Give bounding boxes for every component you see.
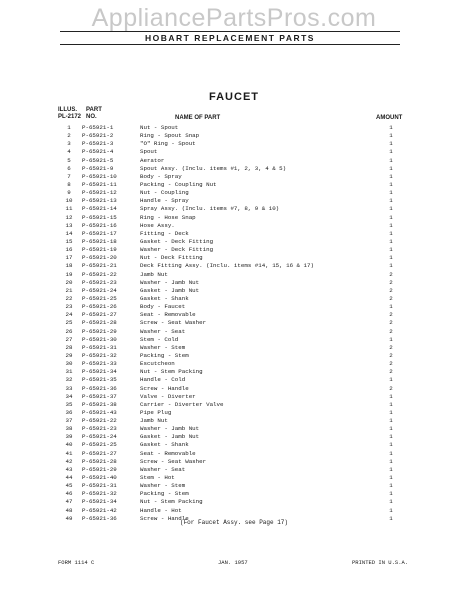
illus-number: 30 — [65, 360, 73, 368]
illus-number: 14 — [65, 229, 73, 237]
part-amount: 1 — [389, 400, 393, 408]
part-number: P-65921-43 — [82, 408, 117, 416]
header-rule-bottom — [60, 44, 400, 45]
table-row — [60, 360, 405, 368]
column-amount-header: AMOUNT — [376, 115, 403, 121]
part-number: P-65921-30 — [82, 335, 117, 343]
illus-number: 15 — [65, 237, 73, 245]
table-row — [60, 507, 405, 515]
illus-number: 32 — [65, 376, 73, 384]
footer-printed: PRINTED IN U.S.A. — [352, 559, 409, 566]
part-name: Carrier - Diverter Valve — [140, 400, 224, 408]
part-amount: 1 — [389, 433, 393, 441]
part-number: P-65921-15 — [82, 213, 117, 221]
part-amount: 1 — [389, 140, 393, 148]
illus-number: 22 — [65, 294, 73, 302]
table-row — [60, 262, 405, 270]
column-name-header: NAME OF PART — [175, 115, 221, 121]
table-row — [60, 328, 405, 336]
part-amount: 1 — [389, 449, 393, 457]
part-name: Packing - Stem — [140, 490, 189, 498]
part-name: Washer - Deck Fitting — [140, 246, 214, 254]
table-row — [60, 311, 405, 319]
header-rule-top — [60, 31, 400, 32]
part-name: Stem - Cold — [140, 335, 179, 343]
part-number: P-65921-23 — [82, 278, 117, 286]
table-row — [60, 246, 405, 254]
column-part-line2: NO. — [86, 114, 97, 120]
table-row — [60, 376, 405, 384]
part-number: P-65921-24 — [82, 433, 117, 441]
part-number: P-65921-9 — [82, 164, 114, 172]
part-amount: 1 — [389, 376, 393, 384]
part-name: Nut - Spout — [140, 124, 179, 131]
part-amount: 1 — [389, 237, 393, 245]
part-amount: 1 — [389, 156, 393, 164]
part-number: P-65921-10 — [82, 172, 117, 180]
column-illus-line2: PL-2172 — [58, 114, 82, 120]
part-amount: 2 — [389, 286, 393, 294]
part-amount: 1 — [389, 392, 393, 400]
illus-number: 4 — [67, 148, 71, 156]
table-row — [60, 466, 405, 474]
part-number: P-65921-31 — [82, 482, 117, 490]
illus-number: 42 — [65, 457, 73, 465]
part-amount: 2 — [389, 360, 393, 368]
part-amount: 1 — [389, 303, 393, 311]
illus-number: 19 — [65, 270, 73, 278]
illus-number: 8 — [67, 180, 71, 188]
illus-number: 37 — [65, 417, 73, 425]
part-number: P-65921-36 — [82, 384, 117, 392]
part-amount: 2 — [389, 319, 393, 327]
table-row — [60, 433, 405, 441]
part-name: "O" Ring - Spout — [140, 140, 196, 148]
part-name: Jamb Nut — [140, 270, 168, 278]
illus-number: 17 — [65, 254, 73, 262]
illus-number: 5 — [67, 156, 71, 164]
part-name: Washer - Stem — [140, 343, 186, 351]
part-number: P-65921-35 — [82, 376, 117, 384]
part-number: P-65921-23 — [82, 425, 117, 433]
table-row — [60, 271, 405, 279]
illus-number: 6 — [67, 164, 71, 172]
part-number: P-65921-3 — [82, 140, 114, 148]
part-amount: 1 — [389, 213, 393, 221]
part-number: P-65921-21 — [82, 262, 117, 270]
illus-number: 26 — [65, 327, 73, 335]
part-amount: 2 — [389, 311, 393, 319]
column-illus-header — [58, 107, 81, 121]
part-name: Valve - Diverter — [140, 392, 196, 400]
part-amount: 1 — [389, 514, 393, 522]
table-row — [60, 490, 405, 498]
illus-number: 25 — [65, 319, 73, 327]
part-name: Pipe Plug — [140, 408, 172, 416]
illus-number: 13 — [65, 221, 73, 229]
table-row — [60, 393, 405, 401]
table-row — [60, 132, 405, 140]
illus-number: 45 — [65, 482, 73, 490]
part-amount: 2 — [389, 368, 393, 376]
part-name: Gasket - Jamb Nut — [140, 286, 200, 294]
part-number: P-65921-20 — [82, 254, 117, 262]
column-part-header — [86, 107, 102, 121]
part-number: P-65921-27 — [82, 311, 117, 319]
part-number: P-65921-27 — [82, 449, 117, 457]
part-name: Seat - Removable — [140, 449, 196, 457]
illus-number: 44 — [65, 474, 73, 482]
part-number: P-65921-34 — [82, 498, 117, 506]
part-number: P-65921-18 — [82, 237, 117, 245]
part-number: P-65921-25 — [82, 441, 117, 449]
table-row — [60, 450, 405, 458]
part-name: Gasket - Shank — [140, 294, 189, 302]
part-name: Screw - Handle — [140, 384, 189, 392]
part-name: Packing - Coupling Nut — [140, 180, 217, 188]
table-row — [60, 441, 405, 449]
part-number: P-65921-36 — [82, 514, 117, 522]
part-amount: 1 — [389, 474, 393, 482]
part-amount: 2 — [389, 327, 393, 335]
part-name: Washer - Jamb Nut — [140, 278, 200, 286]
table-row — [60, 157, 405, 165]
illus-number: 2 — [67, 132, 71, 140]
part-amount: 1 — [389, 498, 393, 506]
illus-number: 47 — [65, 498, 73, 506]
part-number: P-65921-38 — [82, 400, 117, 408]
illus-number: 24 — [65, 311, 73, 319]
table-row — [60, 401, 405, 409]
table-row — [60, 287, 405, 295]
part-number: P-65921-28 — [82, 319, 117, 327]
part-name: Nut - Deck Fitting — [140, 254, 203, 262]
table-row — [60, 279, 405, 287]
page-title: FAUCET — [209, 91, 259, 103]
table-row — [60, 214, 405, 222]
part-amount: 1 — [389, 189, 393, 197]
part-name: Ring - Spout Snap — [140, 132, 200, 140]
illus-number: 34 — [65, 392, 73, 400]
illus-number: 36 — [65, 408, 73, 416]
illus-number: 10 — [65, 197, 73, 205]
footer-form: FORM 1114 C — [58, 559, 95, 566]
part-name: Packing - Stem — [140, 351, 189, 359]
part-name: Fitting - Deck — [140, 229, 189, 237]
table-row — [60, 189, 405, 197]
illus-number: 3 — [67, 140, 71, 148]
part-name: Stem - Hot — [140, 474, 175, 482]
part-amount: 1 — [389, 465, 393, 473]
part-number: P-65921-33 — [82, 360, 117, 368]
part-amount: 1 — [389, 457, 393, 465]
table-row — [60, 197, 405, 205]
part-number: P-65921-24 — [82, 286, 117, 294]
illus-number: 28 — [65, 343, 73, 351]
illus-number: 23 — [65, 303, 73, 311]
part-name: Hose Assy. — [140, 221, 175, 229]
part-name: Body - Spray — [140, 172, 182, 180]
part-amount: 2 — [389, 351, 393, 359]
part-number: P-65921-26 — [82, 303, 117, 311]
part-name: Screw - Seat Washer — [140, 457, 207, 465]
part-number: P-65921-28 — [82, 457, 117, 465]
illus-number: 49 — [65, 514, 73, 522]
part-amount: 1 — [389, 482, 393, 490]
part-amount: 1 — [389, 148, 393, 156]
table-row — [60, 205, 405, 213]
table-row — [60, 352, 405, 360]
illus-number: 12 — [65, 213, 73, 221]
part-amount: 1 — [389, 335, 393, 343]
table-row — [60, 295, 405, 303]
part-number: P-65921-37 — [82, 392, 117, 400]
part-number: P-65921-12 — [82, 189, 117, 197]
part-number: P-65921-31 — [82, 343, 117, 351]
table-row — [60, 385, 405, 393]
illus-number: 27 — [65, 335, 73, 343]
parts-list — [60, 124, 405, 523]
part-number: P-65921-14 — [82, 205, 117, 213]
table-row — [60, 140, 405, 148]
part-amount: 1 — [389, 246, 393, 254]
part-name: Aerator — [140, 156, 165, 164]
part-amount: 2 — [389, 384, 393, 392]
part-name: Spout Assy. (Inclu. items #1, 2, 3, 4 & 5) — [140, 164, 287, 172]
part-number: P-65921-34 — [82, 368, 117, 376]
part-name: Body - Faucet — [140, 303, 186, 311]
part-amount: 2 — [389, 270, 393, 278]
part-number: P-65921-25 — [82, 294, 117, 302]
illus-number: 11 — [65, 205, 73, 213]
illus-number: 43 — [65, 465, 73, 473]
part-number: P-65921-16 — [82, 221, 117, 229]
part-number: P-65921-2 — [82, 132, 114, 140]
illus-number: 35 — [65, 400, 73, 408]
part-number: P-65921-29 — [82, 465, 117, 473]
part-name: Nut - Stem Packing — [140, 498, 203, 506]
part-name: Nut - Stem Packing — [140, 368, 203, 376]
table-row — [60, 238, 405, 246]
part-name: Handle - Cold — [140, 376, 186, 384]
table-row — [60, 230, 405, 238]
part-name: Spout — [140, 148, 158, 156]
illus-number: 39 — [65, 433, 73, 441]
part-name: Screw - Handle — [140, 514, 189, 522]
illus-number: 20 — [65, 278, 73, 286]
part-number: P-65921-32 — [82, 490, 117, 498]
part-number: P-65921-22 — [82, 417, 117, 425]
part-amount: 1 — [389, 124, 393, 131]
part-number: P-65921-40 — [82, 474, 117, 482]
part-name: Gasket - Jamb Nut — [140, 433, 200, 441]
part-name: Washer - Jamb Nut — [140, 425, 200, 433]
illus-number: 1 — [67, 124, 71, 131]
table-row — [60, 165, 405, 173]
part-amount: 1 — [389, 441, 393, 449]
part-amount: 1 — [389, 172, 393, 180]
table-row — [60, 254, 405, 262]
watermark: AppliancePartsPros.com — [91, 4, 377, 32]
part-name: Gasket - Shank — [140, 441, 189, 449]
table-row — [60, 148, 405, 156]
part-name: Deck Fitting Assy. (Inclu. items #14, 15, 16 & 17) — [140, 262, 314, 270]
table-row — [60, 482, 405, 490]
part-amount: 1 — [389, 254, 393, 262]
table-row — [60, 319, 405, 327]
part-name: Gasket - Deck Fitting — [140, 237, 214, 245]
table-row — [60, 124, 405, 132]
table-row — [60, 303, 405, 311]
part-number: P-65921-29 — [82, 327, 117, 335]
part-amount: 2 — [389, 343, 393, 351]
part-number: P-65921-4 — [82, 148, 114, 156]
part-amount: 1 — [389, 417, 393, 425]
table-row — [60, 181, 405, 189]
illus-number: 40 — [65, 441, 73, 449]
part-amount: 1 — [389, 506, 393, 514]
table-row — [60, 498, 405, 506]
table-row — [60, 368, 405, 376]
part-amount: 1 — [389, 229, 393, 237]
illus-number: 41 — [65, 449, 73, 457]
part-name: Ring - Hose Snap — [140, 213, 196, 221]
part-number: P-65921-42 — [82, 506, 117, 514]
illus-number: 46 — [65, 490, 73, 498]
part-number: P-65921-17 — [82, 229, 117, 237]
part-amount: 1 — [389, 425, 393, 433]
part-number: P-65921-22 — [82, 270, 117, 278]
part-number: P-65921-13 — [82, 197, 117, 205]
table-row — [60, 425, 405, 433]
part-name: Screw - Seat Washer — [140, 319, 207, 327]
part-amount: 1 — [389, 164, 393, 172]
table-row — [60, 344, 405, 352]
faucet-assy-note: (For Faucet Assy. see Page 17) — [179, 519, 289, 526]
part-amount: 1 — [389, 132, 393, 140]
part-name: Jamb Nut — [140, 417, 168, 425]
part-amount: 1 — [389, 180, 393, 188]
illus-number: 48 — [65, 506, 73, 514]
table-row — [60, 417, 405, 425]
table-row — [60, 173, 405, 181]
illus-number: 31 — [65, 368, 73, 376]
illus-number: 29 — [65, 351, 73, 359]
part-name: Spray Assy. (Inclu. items #7, 8, 9 & 10) — [140, 205, 280, 213]
column-illus-line1: ILLUS. — [58, 107, 77, 113]
footer-date: JAN. 1957 — [218, 559, 248, 566]
illus-number: 7 — [67, 172, 71, 180]
part-number: P-65921-32 — [82, 351, 117, 359]
part-amount: 1 — [389, 490, 393, 498]
illus-number: 33 — [65, 384, 73, 392]
part-name: Washer - Seat — [140, 327, 186, 335]
part-name: Escutcheon — [140, 360, 175, 368]
column-part-line1: PART — [86, 107, 102, 113]
table-row — [60, 409, 405, 417]
illus-number: 9 — [67, 189, 71, 197]
part-amount: 2 — [389, 294, 393, 302]
illus-number: 18 — [65, 262, 73, 270]
part-name: Washer - Seat — [140, 465, 186, 473]
table-row — [60, 458, 405, 466]
part-amount: 1 — [389, 408, 393, 416]
part-number: P-65921-1 — [82, 124, 114, 131]
part-name: Washer - Stem — [140, 482, 186, 490]
page-header: HOBART REPLACEMENT PARTS — [145, 33, 315, 43]
illus-number: 21 — [65, 286, 73, 294]
part-number: P-65921-11 — [82, 180, 117, 188]
part-name: Nut - Coupling — [140, 189, 189, 197]
table-row — [60, 336, 405, 344]
part-name: Seat - Removable — [140, 311, 196, 319]
part-amount: 2 — [389, 278, 393, 286]
table-row — [60, 222, 405, 230]
part-number: P-65921-5 — [82, 156, 114, 164]
table-row — [60, 474, 405, 482]
part-name: Handle - Hot — [140, 506, 182, 514]
part-number: P-65921-19 — [82, 246, 117, 254]
part-amount: 1 — [389, 262, 393, 270]
illus-number: 16 — [65, 246, 73, 254]
part-amount: 1 — [389, 197, 393, 205]
part-amount: 1 — [389, 221, 393, 229]
part-amount: 1 — [389, 205, 393, 213]
illus-number: 38 — [65, 425, 73, 433]
part-name: Handle - Spray — [140, 197, 189, 205]
